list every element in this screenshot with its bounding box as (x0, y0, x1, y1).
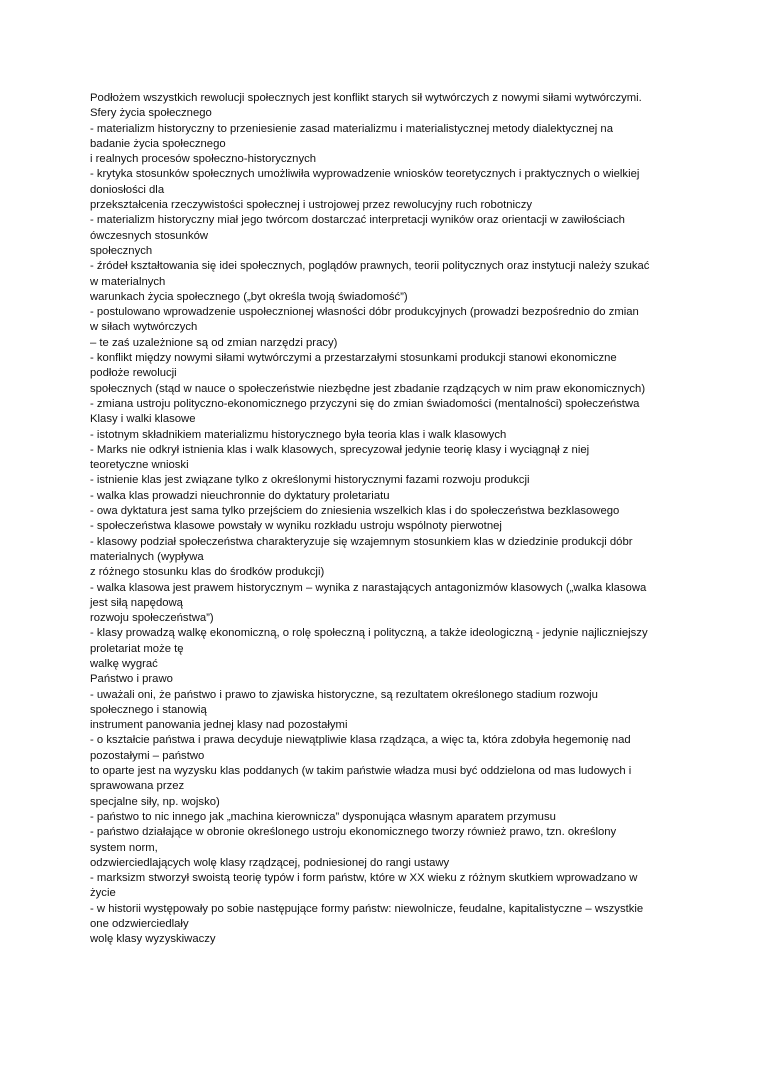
text-line: - o kształcie państwa i prawa decyduje niewątpliwie klasa rządząca, a więc ta, która zdobyła hegemonię nad (90, 734, 631, 747)
text-line: one odzwierciedlały (90, 918, 189, 931)
text-line: społecznego i stanowią (90, 703, 207, 716)
text-line: - w historii występowały po sobie następujące formy państw: niewolnicze, feudalne, kapitalistyczne – wszystkie (90, 902, 644, 915)
text-line: - owa dyktatura jest sama tylko przejściem do zniesienia wszelkich klas i do społeczeństwa bezklasowego (90, 505, 620, 518)
text-line: odzwierciedlających wolę klasy rządzącej, podniesionej do rangi ustawy (90, 856, 450, 869)
text-line: - krytyka stosunków społecznych umożliwiła wyprowadzenie wniosków teoretycznych i praktycznych o wielkiej (90, 168, 640, 181)
text-line: walkę wygrać (90, 657, 158, 670)
text-line: - materializm historyczny to przeniesienie zasad materializmu i materialistycznej metody dialektycznej na (90, 122, 613, 135)
text-line: Państwo i prawo (90, 673, 173, 686)
text-line: - walka klasowa jest prawem historycznym – wynika z narastających antagonizmów klasowych („walka klasowa (90, 581, 647, 594)
text-line: pozostałymi – państwo (90, 749, 205, 762)
text-line: system norm, (90, 841, 158, 854)
text-line: - społeczeństwa klasowe powstały w wyniku rozkładu ustroju wspólnoty pierwotnej (90, 520, 502, 533)
text-line: proletariat może tę (90, 642, 184, 655)
text-line: wolę klasy wyzyskiwaczy (90, 933, 216, 946)
text-line: - marksizm stworzył swoistą teorię typów i form państw, które w XX wieku z różnym skutkiem wprowadzano w (90, 872, 638, 885)
text-line: w siłach wytwórczych (90, 321, 198, 334)
text-line: - konflikt między nowymi siłami wytwórczymi a przestarzałymi stosunkami produkcji stanowi ekonomiczne (90, 352, 617, 365)
text-line: to oparte jest na wyzysku klas poddanych (w takim państwie władza musi być oddzielona od mas ludowych i (90, 765, 632, 778)
text-line: z różnego stosunku klas do środków produkcji) (90, 566, 325, 579)
text-line: specjalne siły, np. wojsko) (90, 795, 220, 808)
text-line: sprawowana przez (90, 780, 185, 793)
text-line: - państwo działające w obronie określonego ustroju ekonomicznego tworzy również prawo, tzn. określony (90, 826, 617, 839)
text-line: podłoże rewolucji (90, 367, 177, 380)
text-line: - klasy prowadzą walkę ekonomiczną, o rolę społeczną i polityczną, a także ideologiczną - jedynie najliczniejszy (90, 627, 648, 640)
text-line: teoretyczne wnioski (90, 459, 189, 472)
text-line: w materialnych (90, 275, 166, 288)
text-line: ówczesnych stosunków (90, 229, 209, 242)
text-line: - uważali oni, że państwo i prawo to zjawiska historyczne, są rezultatem określonego stadium rozwoju (90, 688, 598, 701)
text-line: - państwo to nic innego jak „machina kierownicza” dysponująca własnym aparatem przymusu (90, 810, 556, 823)
document-body (90, 91, 680, 948)
text-line: - walka klas prowadzi nieuchronnie do dyktatury proletariatu (90, 489, 390, 502)
text-line: - zmiana ustroju polityczno-ekonomicznego przyczyni się do zmian świadomości (mentalności) społeczeństwa (90, 397, 640, 410)
text-line: - materializm historyczny miał jego twórcom dostarczać interpretacji wyników oraz orientacji w zawiłościach (90, 214, 625, 227)
text-line: rozwoju społeczeństwa”) (90, 612, 214, 625)
text-line: i realnych procesów społeczno-historycznych (90, 153, 317, 166)
text-line: - klasowy podział społeczeństwa charakteryzuje się wzajemnym stosunkiem klas w dziedzinie produkcji dóbr (90, 535, 633, 548)
text-line: przekształcenia rzeczywistości społecznej i ustrojowej przez rewolucyjny ruch robotniczy (90, 199, 533, 212)
text-line: warunkach życia społecznego („byt określa twoją świadomość”) (90, 290, 408, 303)
text-line: doniosłości dla (90, 183, 165, 196)
text-line: - istnienie klas jest związane tylko z określonymi historycznymi fazami rozwoju produkcji (90, 474, 530, 487)
text-line: Podłożem wszystkich rewolucji społecznych jest konflikt starych sił wytwórczych z nowymi siłami wytwórczymi. (90, 92, 642, 104)
text-line: Sfery życia społecznego (90, 107, 212, 120)
text-line: materialnych (wypływa (90, 550, 204, 563)
text-line: badanie życia społecznego (90, 137, 226, 150)
text-line: - Marks nie odkrył istnienia klas i walk klasowych, sprecyzował jedynie teorię klasy i wyciągnął z niej (90, 443, 590, 456)
text-line: Klasy i walki klasowe (90, 413, 196, 426)
text-line: społecznych (stąd w nauce o społeczeństwie niezbędne jest zbadanie rządzących w nim praw ekonomicznych) (90, 382, 646, 395)
text-line: - istotnym składnikiem materializmu historycznego była teoria klas i walk klasowych (90, 428, 507, 441)
text-line: instrument panowania jednej klasy nad pozostałymi (90, 719, 348, 732)
text-line: - postulowano wprowadzenie uspołecznionej własności dóbr produkcyjnych (prowadzi bezpośrednio do zmian (90, 306, 639, 319)
text-line: - źródeł kształtowania się idei społecznych, poglądów prawnych, teorii politycznych oraz instytucji należy szukać (90, 260, 650, 273)
text-line: – te zaś uzależnione są od zmian narzędzi pracy) (90, 336, 338, 349)
text-line: życie (90, 887, 116, 900)
text-line: społecznych (90, 244, 153, 257)
document-page (90, 91, 680, 948)
text-line: jest siłą napędową (90, 596, 183, 609)
